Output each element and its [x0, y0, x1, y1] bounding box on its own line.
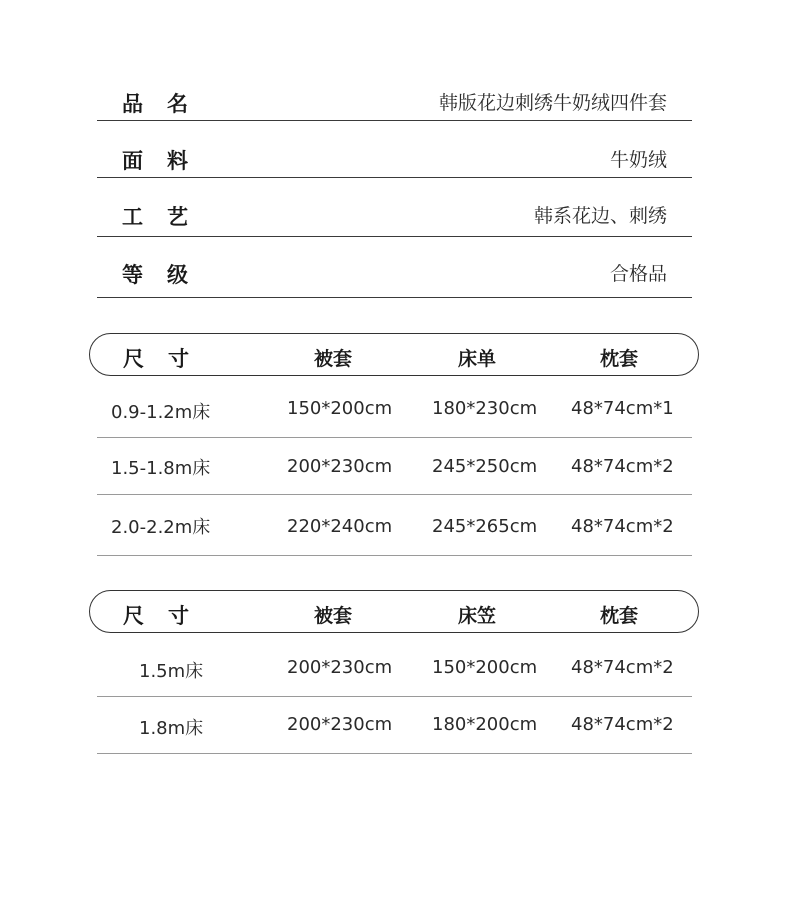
- header-bed-sheet: 床单: [458, 348, 497, 370]
- header-fitted-sheet: 床笠: [458, 605, 497, 627]
- duvet-cell: 220*240cm: [287, 516, 393, 537]
- info-row-fabric: [97, 121, 692, 178]
- size-cell: 1.8m床: [139, 718, 204, 739]
- info-label: 工 艺: [122, 205, 188, 229]
- table1-header: [89, 333, 699, 376]
- sheet-cell: 245*265cm: [432, 516, 538, 537]
- table-row: [97, 438, 692, 495]
- info-label: 等 级: [122, 263, 188, 287]
- duvet-cell: 150*200cm: [287, 398, 393, 419]
- info-label: 品 名: [122, 92, 188, 116]
- pillow-cell: 48*74cm*2: [571, 657, 674, 678]
- info-value: 牛奶绒: [609, 149, 667, 171]
- info-value: 韩系花边、刺绣: [533, 205, 667, 227]
- table-row: [97, 637, 692, 697]
- header-pillowcase: 枕套: [600, 605, 639, 627]
- fitted-sheet-cell: 150*200cm: [432, 657, 538, 678]
- header-duvet-cover: 被套: [314, 605, 353, 627]
- pillow-cell: 48*74cm*2: [571, 714, 674, 735]
- size-cell: 0.9-1.2m床: [111, 402, 211, 423]
- size-cell: 1.5-1.8m床: [111, 458, 211, 479]
- info-label: 面 料: [122, 149, 188, 173]
- pillow-cell: 48*74cm*2: [571, 456, 674, 477]
- header-size: 尺 寸: [123, 604, 189, 628]
- sheet-cell: 245*250cm: [432, 456, 538, 477]
- info-row-craft: [97, 178, 692, 237]
- table-row: [97, 697, 692, 754]
- info-value: 合格品: [609, 263, 667, 285]
- duvet-cell: 200*230cm: [287, 714, 393, 735]
- size-cell: 2.0-2.2m床: [111, 517, 211, 538]
- duvet-cell: 200*230cm: [287, 657, 393, 678]
- size-cell: 1.5m床: [139, 661, 204, 682]
- pillow-cell: 48*74cm*2: [571, 516, 674, 537]
- sheet-cell: 180*230cm: [432, 398, 538, 419]
- table2-header: [89, 590, 699, 633]
- fitted-sheet-cell: 180*200cm: [432, 714, 538, 735]
- info-value: 韩版花边刺绣牛奶绒四件套: [438, 92, 667, 114]
- info-row-name: [97, 78, 692, 121]
- header-size: 尺 寸: [123, 347, 189, 371]
- table-row: [97, 495, 692, 556]
- header-pillowcase: 枕套: [600, 348, 639, 370]
- table-row: [97, 380, 692, 438]
- duvet-cell: 200*230cm: [287, 456, 393, 477]
- header-duvet-cover: 被套: [314, 348, 353, 370]
- pillow-cell: 48*74cm*1: [571, 398, 674, 419]
- info-row-grade: [97, 237, 692, 298]
